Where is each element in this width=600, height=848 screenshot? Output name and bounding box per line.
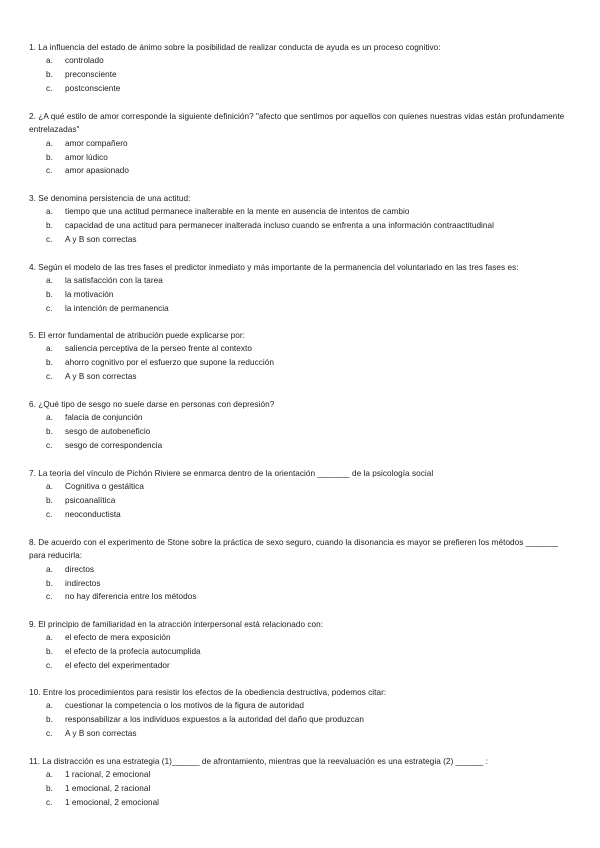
option-text: directos bbox=[65, 564, 95, 574]
question-6 bbox=[29, 398, 574, 452]
option-a bbox=[29, 563, 574, 577]
option-letter: b. bbox=[46, 647, 53, 657]
option-a bbox=[29, 274, 574, 288]
question-prompt: El error fundamental de atribución puede explicarse por: bbox=[38, 331, 245, 340]
options-list bbox=[29, 563, 574, 604]
question-text bbox=[29, 686, 574, 699]
question-text bbox=[29, 618, 574, 631]
option-b bbox=[29, 151, 574, 165]
question-text bbox=[29, 261, 574, 274]
option-b bbox=[29, 782, 574, 796]
option-letter: a. bbox=[46, 564, 53, 574]
question-prompt: La influencia del estado de ánimo sobre la posibilidad de realizar conducta de ayuda es un proceso cognitivo: bbox=[38, 43, 441, 52]
option-letter: a. bbox=[46, 701, 53, 711]
option-text: el efecto de mera exposición bbox=[65, 633, 171, 643]
option-letter: a. bbox=[46, 56, 53, 66]
option-c bbox=[29, 233, 574, 247]
option-text: controlado bbox=[65, 56, 104, 66]
option-text: responsabilizar a los individuos expuestos a la autoridad del daño que produzcan bbox=[65, 715, 364, 725]
option-text: capacidad de una actitud para permanecer inalterada incluso cuando se enfrenta a una información contraactitudinal bbox=[65, 221, 494, 231]
option-letter: a. bbox=[46, 770, 53, 780]
options-list bbox=[29, 699, 574, 740]
option-text: A y B son correctas bbox=[65, 371, 137, 381]
option-letter: b. bbox=[46, 290, 53, 300]
question-prompt: La distracción es una estrategia (1)______ de afrontamiento, mientras que la reevaluación es una estrategia (2) ______ : bbox=[42, 757, 488, 766]
options-list bbox=[29, 480, 574, 521]
option-text: la satisfacción con la tarea bbox=[65, 276, 163, 286]
option-letter: b. bbox=[46, 578, 53, 588]
question-prompt: La teoría del vínculo de Pichón Riviere se enmarca dentro de la orientación _______ de la psicología social bbox=[38, 469, 434, 478]
option-letter: c. bbox=[46, 440, 53, 450]
option-text: saliencia perceptiva de la perseo frente al contexto bbox=[65, 344, 252, 354]
option-text: A y B son correctas bbox=[65, 728, 137, 738]
option-b bbox=[29, 356, 574, 370]
option-c bbox=[29, 727, 574, 741]
option-c bbox=[29, 659, 574, 673]
option-text: 1 emocional, 2 racional bbox=[65, 784, 151, 794]
option-text: amor compañero bbox=[65, 138, 128, 148]
option-text: no hay diferencia entre los métodos bbox=[65, 592, 197, 602]
question-text bbox=[29, 467, 574, 480]
option-text: preconsciente bbox=[65, 70, 117, 80]
option-text: indirectos bbox=[65, 578, 101, 588]
option-letter: c. bbox=[46, 728, 53, 738]
question-prompt: Entre los procedimientos para resistir los efectos de la obediencia destructiva, podemos citar: bbox=[42, 688, 387, 697]
option-a bbox=[29, 54, 574, 68]
question-number: 2. bbox=[29, 112, 36, 121]
option-a bbox=[29, 768, 574, 782]
option-letter: a. bbox=[46, 138, 53, 148]
question-number: 5. bbox=[29, 331, 36, 340]
option-text: amor apasionado bbox=[65, 166, 130, 176]
option-text: A y B son correctas bbox=[65, 234, 137, 244]
option-a bbox=[29, 342, 574, 356]
question-3 bbox=[29, 192, 574, 246]
question-number: 6. bbox=[29, 400, 36, 409]
question-text bbox=[29, 192, 574, 205]
option-b bbox=[29, 645, 574, 659]
options-list bbox=[29, 137, 574, 178]
option-letter: b. bbox=[46, 496, 53, 506]
option-letter: a. bbox=[46, 344, 53, 354]
options-list bbox=[29, 54, 574, 95]
option-letter: c. bbox=[46, 660, 53, 670]
question-11 bbox=[29, 755, 574, 809]
option-text: 1 racional, 2 emocional bbox=[65, 770, 151, 780]
option-c bbox=[29, 439, 574, 453]
question-text bbox=[29, 41, 574, 54]
question-5 bbox=[29, 329, 574, 383]
option-text: sesgo de correspondencia bbox=[65, 440, 163, 450]
option-text: el efecto de la profecía autocumplida bbox=[65, 647, 201, 657]
option-letter: b. bbox=[46, 70, 53, 80]
option-letter: b. bbox=[46, 152, 53, 162]
options-list bbox=[29, 768, 574, 809]
option-letter: b. bbox=[46, 715, 53, 725]
question-8 bbox=[29, 536, 574, 604]
question-text bbox=[29, 110, 574, 137]
option-letter: c. bbox=[46, 509, 53, 519]
option-text: sesgo de autobeneficio bbox=[65, 427, 151, 437]
option-letter: c. bbox=[46, 371, 53, 381]
option-letter: c. bbox=[46, 797, 53, 807]
options-list bbox=[29, 205, 574, 246]
option-a bbox=[29, 137, 574, 151]
question-4 bbox=[29, 261, 574, 315]
option-a bbox=[29, 699, 574, 713]
option-letter: b. bbox=[46, 427, 53, 437]
option-letter: a. bbox=[46, 413, 53, 423]
question-9 bbox=[29, 618, 574, 672]
question-number: 4. bbox=[29, 263, 36, 272]
option-text: la motivación bbox=[65, 290, 114, 300]
option-b bbox=[29, 713, 574, 727]
question-prompt: Se denomina persistencia de una actitud: bbox=[38, 194, 191, 203]
question-number: 10. bbox=[29, 688, 41, 697]
option-c bbox=[29, 302, 574, 316]
question-prompt: El principio de familiaridad en la atracción interpersonal está relacionado con: bbox=[38, 620, 324, 629]
option-b bbox=[29, 288, 574, 302]
question-number: 8. bbox=[29, 538, 36, 547]
question-prompt: ¿Qué tipo de sesgo no suele darse en personas con depresión? bbox=[38, 400, 275, 409]
option-a bbox=[29, 631, 574, 645]
question-2 bbox=[29, 110, 574, 178]
option-text: 1 emocional, 2 emocional bbox=[65, 797, 160, 807]
question-number: 9. bbox=[29, 620, 36, 629]
option-letter: c. bbox=[46, 592, 53, 602]
option-letter: a. bbox=[46, 276, 53, 286]
question-number: 11. bbox=[29, 757, 40, 766]
option-text: Cognitiva o gestáltica bbox=[65, 482, 144, 492]
question-text bbox=[29, 398, 574, 411]
option-c bbox=[29, 164, 574, 178]
option-a bbox=[29, 480, 574, 494]
question-prompt: Según el modelo de las tres fases el predictor inmediato y más importante de la permanencia del voluntariado en las tres fases es: bbox=[38, 263, 519, 272]
question-1 bbox=[29, 41, 574, 95]
option-b bbox=[29, 577, 574, 591]
option-c bbox=[29, 82, 574, 96]
option-text: falacia de conjunción bbox=[65, 413, 143, 423]
option-text: la intención de permanencia bbox=[65, 303, 169, 313]
option-c bbox=[29, 508, 574, 522]
question-number: 7. bbox=[29, 469, 36, 478]
option-letter: c. bbox=[46, 234, 53, 244]
option-a bbox=[29, 411, 574, 425]
option-b bbox=[29, 494, 574, 508]
option-letter: c. bbox=[46, 83, 53, 93]
option-letter: b. bbox=[46, 358, 53, 368]
option-text: cuestionar la competencia o los motivos de la figura de autoridad bbox=[65, 701, 305, 711]
question-number: 3. bbox=[29, 194, 36, 203]
option-b bbox=[29, 68, 574, 82]
option-c bbox=[29, 590, 574, 604]
options-list bbox=[29, 342, 574, 383]
option-text: amor lúdico bbox=[65, 152, 108, 162]
option-text: postconsciente bbox=[65, 83, 121, 93]
option-letter: b. bbox=[46, 784, 53, 794]
question-number: 1. bbox=[29, 43, 36, 52]
question-prompt: ¿A qué estilo de amor corresponde la siguiente definición? "afecto que sentimos por aquellos con quienes nuestras vidas están profundamente entrelazadas" bbox=[29, 112, 565, 135]
option-c bbox=[29, 796, 574, 810]
options-list bbox=[29, 274, 574, 315]
options-list bbox=[29, 631, 574, 672]
question-10 bbox=[29, 686, 574, 740]
option-c bbox=[29, 370, 574, 384]
options-list bbox=[29, 411, 574, 452]
option-letter: a. bbox=[46, 633, 53, 643]
option-letter: b. bbox=[46, 221, 53, 231]
option-b bbox=[29, 219, 574, 233]
option-a bbox=[29, 205, 574, 219]
question-text bbox=[29, 755, 574, 768]
question-7 bbox=[29, 467, 574, 521]
question-text bbox=[29, 536, 574, 563]
option-text: neoconductista bbox=[65, 509, 121, 519]
option-letter: a. bbox=[46, 482, 53, 492]
option-text: el efecto del experimentador bbox=[65, 660, 170, 670]
question-text bbox=[29, 329, 574, 342]
option-letter: c. bbox=[46, 166, 53, 176]
option-letter: a. bbox=[46, 207, 53, 217]
option-letter: c. bbox=[46, 303, 53, 313]
option-text: ahorro cognitivo por el esfuerzo que supone la reducción bbox=[65, 358, 274, 368]
option-b bbox=[29, 425, 574, 439]
option-text: tiempo que una actitud permanece inalterable en la mente en ausencia de intentos de cambio bbox=[65, 207, 410, 217]
question-prompt: De acuerdo con el experimento de Stone sobre la práctica de sexo seguro, cuando la disonancia es mayor se prefieren los métodos _______ para reducirla: bbox=[29, 538, 558, 561]
option-text: psicoanalítica bbox=[65, 496, 116, 506]
